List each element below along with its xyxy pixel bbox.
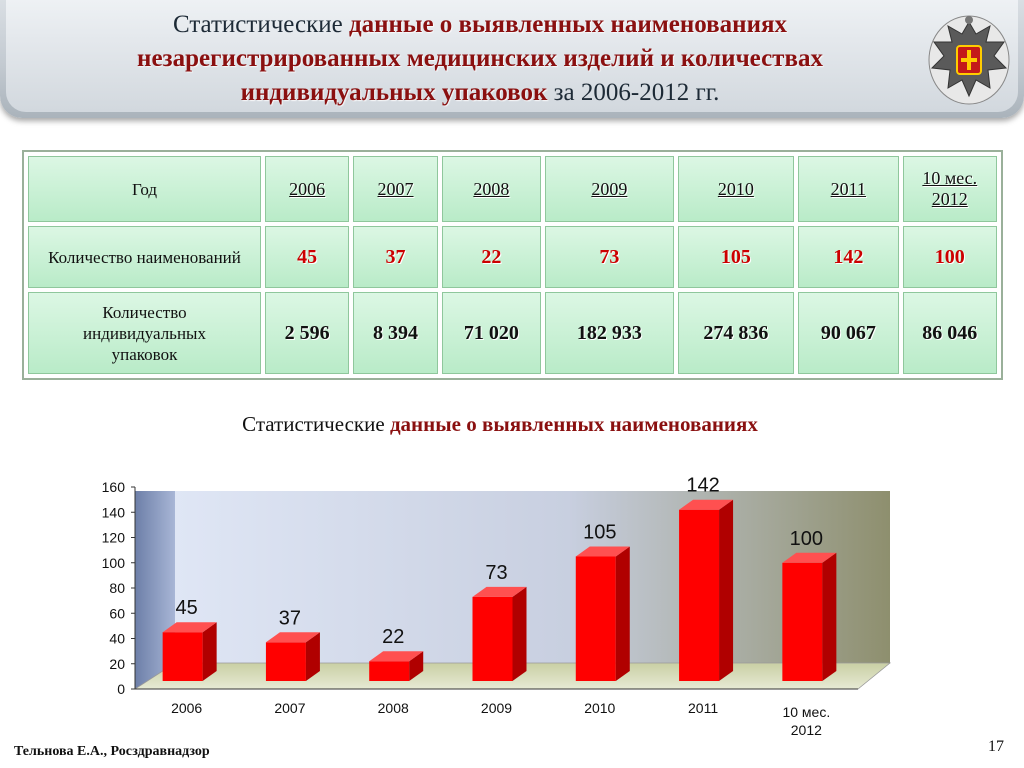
bar-side [203,622,217,681]
x-tick-label: 2007 [274,700,306,716]
bar [679,510,719,681]
y-tick-label: 140 [101,504,125,521]
table-cell: 2 596 [265,292,349,374]
bar-side [616,546,630,681]
bar [576,556,616,681]
x-tick-label: 10 мес. 2012 [782,704,831,738]
table-cell: 100 [903,226,997,288]
y-tick-label: 20 [109,655,125,672]
table-cell: 142 [798,226,898,288]
x-tick-label: 2009 [480,700,513,716]
statistics-table [22,150,1003,380]
bar [369,661,409,681]
coat-of-arms-emblem-icon [924,8,1014,108]
table-cell: 73 [545,226,674,288]
bar-data-label: 100 [789,527,824,550]
year-cell: 10 мес. 2012 [903,156,997,222]
bar [163,632,203,681]
chart-title-part-1: Статистические [242,412,390,436]
x-tick-label: 2006 [171,700,203,716]
table-cell: 105 [678,226,794,288]
header-cell-year: Год [28,156,261,222]
table-cell: 45 [265,226,349,288]
bar-data-label: 45 [175,597,198,620]
table-cell: 86 046 [903,292,997,374]
row-label: Количество наименований [28,226,261,288]
table-cell: 71 020 [442,292,541,374]
bar-data-label: 105 [583,521,617,544]
title-part-3: за 2006-2012 гг. [547,79,720,106]
year-cell: 2006 [265,156,349,222]
table-cell: 22 [442,226,541,288]
x-tick-label: 2010 [584,700,616,716]
year-cell: 2010 [678,156,794,222]
bar-data-label: 37 [278,607,302,630]
table-cell: 90 067 [798,292,898,374]
footer-author: Тельнова Е.А., Росздравнадзор [14,744,210,759]
chart-title [0,412,1000,437]
bar-chart [80,455,910,745]
y-tick-label: 120 [101,529,125,546]
bar-data-label: 142 [686,474,720,497]
table-cell: 8 394 [353,292,437,374]
x-tick-label: 2008 [377,700,409,716]
table-row [28,226,997,288]
y-tick-label: 40 [109,630,125,647]
y-tick-label: 80 [109,580,125,596]
row-label: Количество индивидуальных упаковок [28,292,261,374]
y-tick-label: 0 [117,681,125,697]
table-cell: 37 [353,226,437,288]
bar-side [513,587,527,681]
y-tick-label: 60 [109,605,125,622]
bar-data-label: 22 [382,626,405,649]
year-cell: 2007 [353,156,437,222]
bar [473,597,513,681]
table-cell: 274 836 [678,292,794,374]
table-row [28,292,997,374]
table-header-row [28,156,997,222]
y-tick-label: 100 [101,554,125,571]
bar-side [719,500,733,681]
y-tick-label: 160 [101,479,125,495]
page-number: 17 [988,738,1004,755]
title-part-2: данные о выявленных наименованиях незарегистрированных медицинских изделий и количествах индивидуальных упаковок [137,11,823,106]
bar [782,563,822,681]
bar-data-label: 73 [485,561,508,584]
bar [266,642,306,681]
x-tick-label: 2011 [688,700,719,716]
page-title [40,8,920,110]
year-cell: 2011 [798,156,898,222]
year-cell: 2008 [442,156,541,222]
table-cell: 182 933 [545,292,674,374]
bar-side [822,553,836,681]
chart-title-part-2: данные о выявленных наименованиях [389,412,758,436]
year-cell: 2009 [545,156,674,222]
title-part-1: Статистические [172,11,349,38]
